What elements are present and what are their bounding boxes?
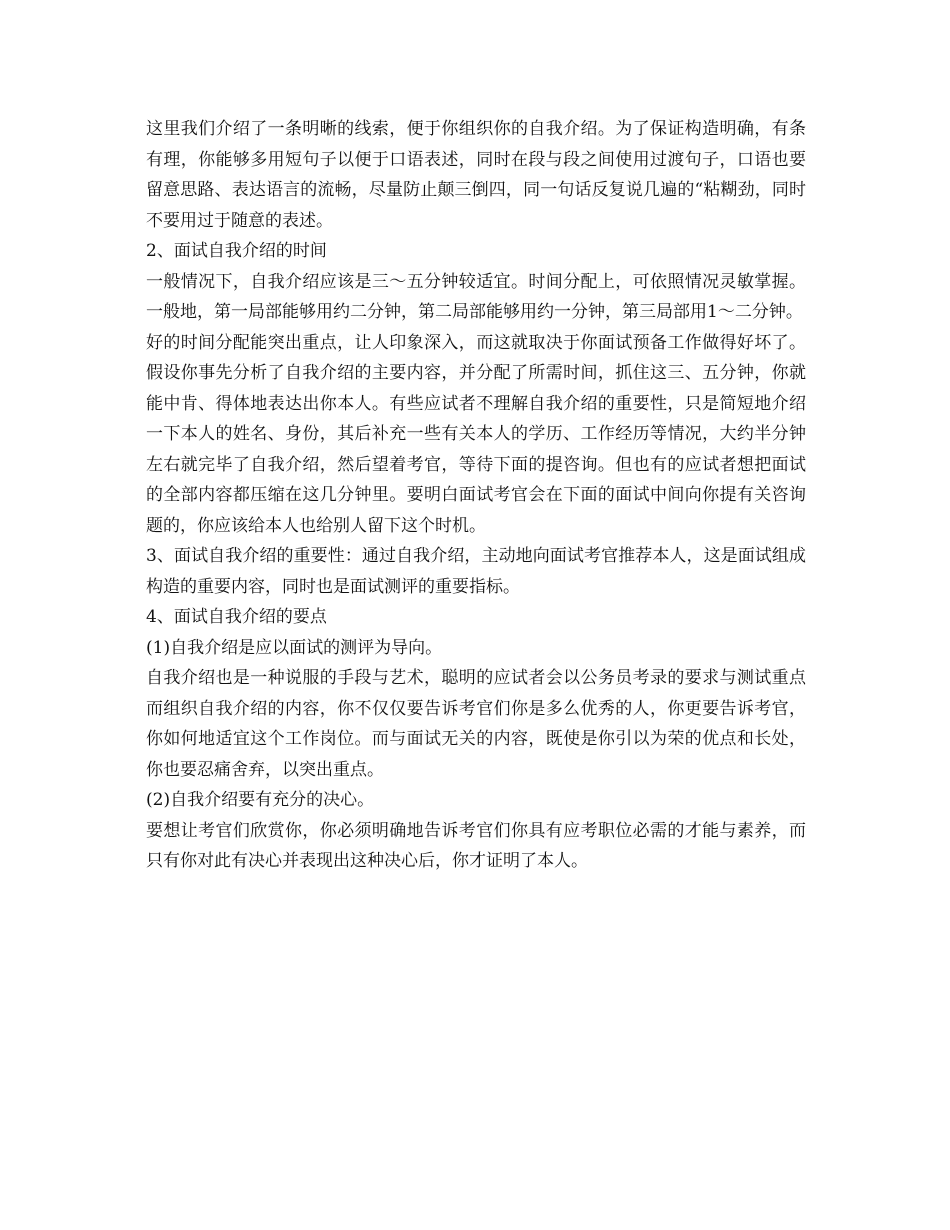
heading-section-2: 2、面试自我介绍的时间 xyxy=(146,241,327,261)
paragraph-time-importance: 好的时间分配能突出重点，让人印象深入，而这就取决于你面试预备工作做得好坏了。假设你事先分析了自我介绍的主要内容，并分配了所需时间，抓住这三、五分钟，你就能中肯、得体地表达出你本人。有些应试者不理解自我介绍的重要性，只是简短地介绍一下本人的姓名、身份，其后补充一些有关本人的学历、工作经历等情况，大约半分钟左右就完毕了自我介绍，然后望着考官，等待下面的提咨询。但也有的应试者想把面试的全部内容都压缩在这几分钟里。要明白面试考官会在下面的面试中间向你提有关咨询题的，你应该给本人也给别人留下这个时机。 xyxy=(146,332,806,536)
paragraph-section-3: 3、面试自我介绍的重要性：通过自我介绍，主动地向面试考官推荐本人，这是面试组成构造的重要内容，同时也是面试测评的重要指标。 xyxy=(146,546,806,597)
paragraph-time-allocation: 一般情况下，自我介绍应该是三～五分钟较适宜。时间分配上，可依照情况灵敏掌握。一般地，第一局部能够用约二分钟，第二局部能够用约一分钟，第三局部用1～二分钟。 xyxy=(146,271,806,322)
paragraph-point-2: 要想让考官们欣赏你，你必须明确地告诉考官们你具有应考职位必需的才能与素养，而只有你对此有决心并表现出这种决心后，你才证明了本人。 xyxy=(146,820,806,871)
heading-section-4: 4、面试自我介绍的要点 xyxy=(146,607,327,627)
paragraph-point-1: 自我介绍也是一种说服的手段与艺术，聪明的应试者会以公务员考录的要求与测试重点而组织自我介绍的内容，你不仅仅要告诉考官们你是多么优秀的人，你更要告诉考官，你如何地适宜这个工作岗位。而与面试无关的内容，既使是你引以为荣的优点和长处，你也要忍痛舍弃，以突出重点。 xyxy=(146,668,806,780)
document-body xyxy=(146,114,806,877)
heading-point-1: (1)自我介绍是应以面试的测评为导向。 xyxy=(146,637,443,658)
heading-point-2: (2)自我介绍要有充分的决心。 xyxy=(146,790,375,810)
paragraph-intro: 这里我们介绍了一条明晰的线索，便于你组织你的自我介绍。为了保证构造明确，有条有理，你能够多用短句子以便于口语表述，同时在段与段之间使用过渡句子，口语也要留意思路、表达语言的流畅，尽量防止颠三倒四，同一句话反复说几遍的“粘糊劲，同时不要用过于随意的表述。 xyxy=(146,119,806,231)
